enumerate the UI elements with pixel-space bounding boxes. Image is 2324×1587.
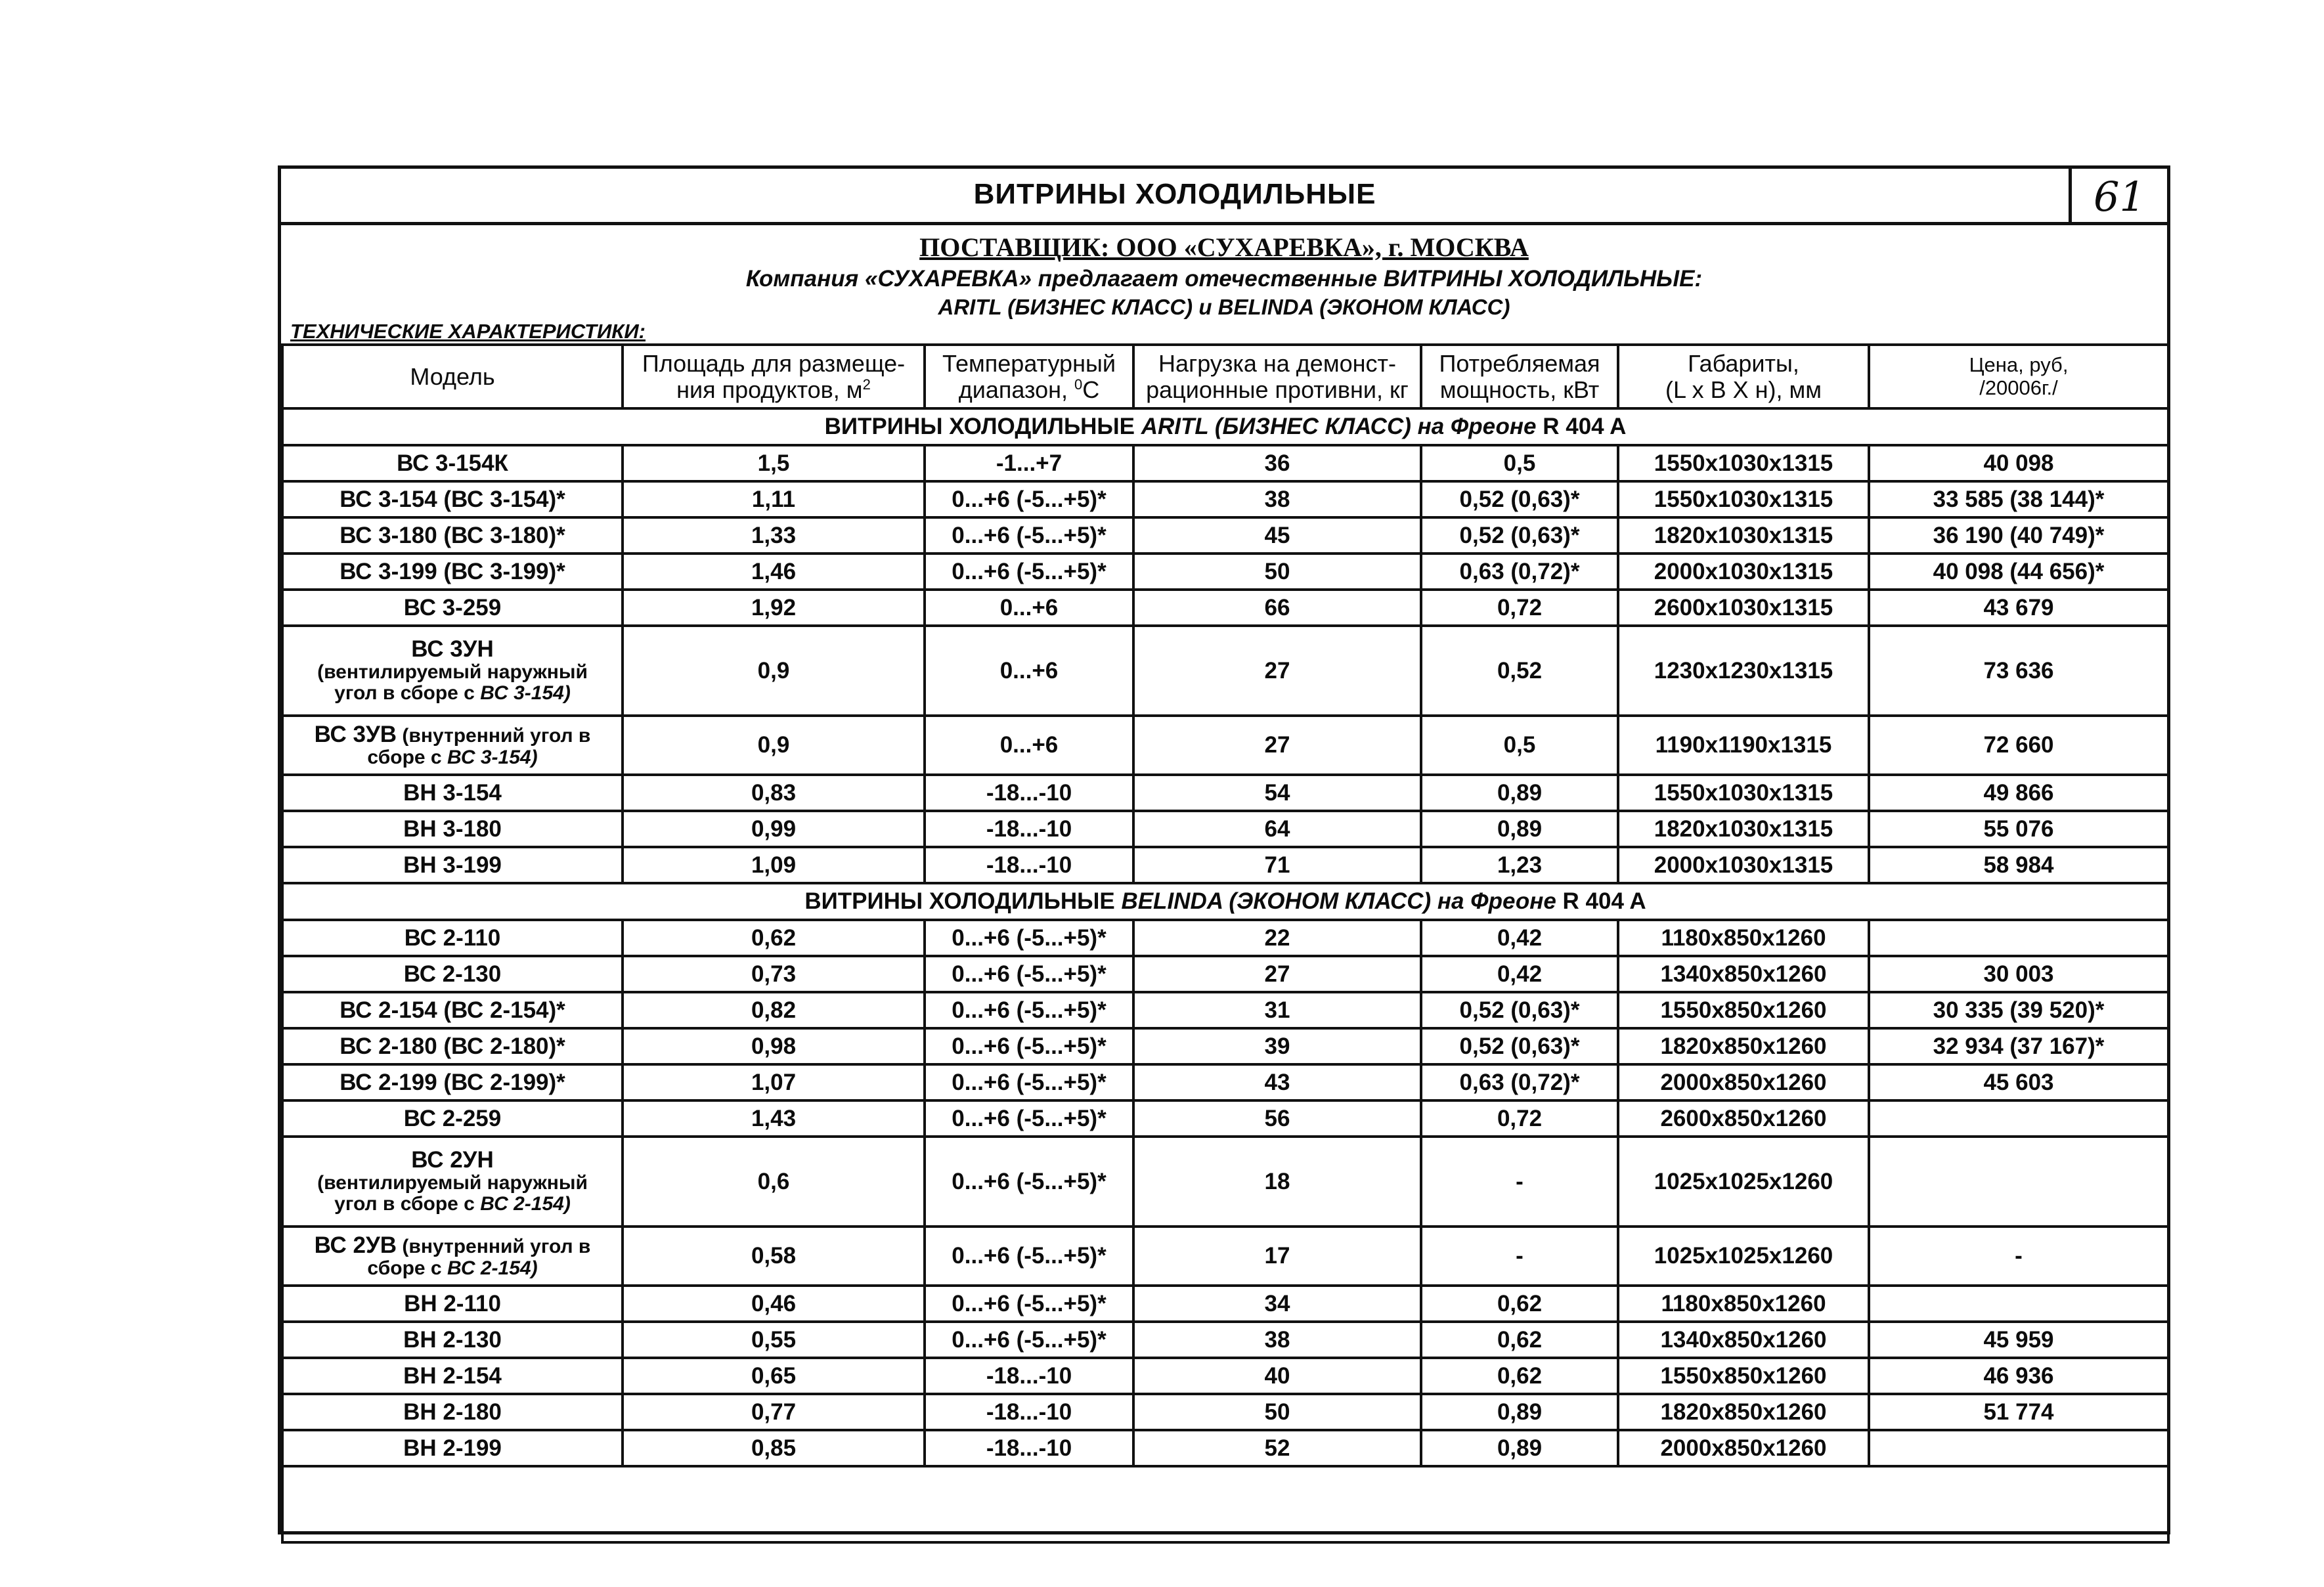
header-model: Модель (282, 345, 623, 408)
table-row (282, 481, 2168, 517)
table-row (282, 1064, 2168, 1100)
cell-model: ВС 3УВ (внутренний угол в сборе с ВС 3-154) (282, 716, 623, 775)
cell-dims: 1340x850x1260 (1618, 1322, 1869, 1358)
cell-area: 0,62 (623, 920, 925, 956)
cell-load: 38 (1133, 1322, 1421, 1358)
cell-power: 0,5 (1421, 716, 1618, 775)
cell-temp: 0...+6 (-5...+5)* (925, 1286, 1133, 1322)
cell-model: ВС 3-154К (282, 445, 623, 481)
cell-area: 0,83 (623, 775, 925, 811)
cell-area: 0,9 (623, 716, 925, 775)
cell-load: 43 (1133, 1064, 1421, 1100)
table-row (282, 920, 2168, 956)
cell-load: 36 (1133, 445, 1421, 481)
page-number: 61 (2094, 173, 2145, 221)
cell-power: - (1421, 1227, 1618, 1286)
cell-price: 72 660 (1869, 716, 2168, 775)
cell-area: 0,6 (623, 1137, 925, 1227)
cell-price: 49 866 (1869, 775, 2168, 811)
cell-temp: -18...-10 (925, 1358, 1133, 1394)
cell-price: 33 585 (38 144)* (1869, 481, 2168, 517)
cell-area: 1,33 (623, 517, 925, 554)
cell-load: 31 (1133, 992, 1421, 1028)
cell-area: 0,99 (623, 811, 925, 847)
cell-temp: 0...+6 (-5...+5)* (925, 517, 1133, 554)
cell-dims: 2000x1030x1315 (1618, 554, 1869, 590)
cell-area: 0,77 (623, 1394, 925, 1430)
cell-dims: 1550x850x1260 (1618, 1358, 1869, 1394)
cell-model: ВС 2-154 (ВС 2-154)* (282, 992, 623, 1028)
table-row (282, 626, 2168, 716)
document-frame (278, 165, 2170, 1534)
section-aritl (282, 408, 2168, 445)
cell-price: 30 335 (39 520)* (1869, 992, 2168, 1028)
table-row (282, 1028, 2168, 1064)
cell-dims: 1180x850x1260 (1618, 1286, 1869, 1322)
cell-temp: 0...+6 (-5...+5)* (925, 554, 1133, 590)
cell-temp: 0...+6 (-5...+5)* (925, 1028, 1133, 1064)
cell-power: 0,42 (1421, 956, 1618, 992)
cell-dims: 2600x1030x1315 (1618, 590, 1869, 626)
cell-price: 58 984 (1869, 847, 2168, 883)
cell-area: 0,46 (623, 1286, 925, 1322)
header-price: Цена, руб, /20006г./ (1869, 345, 2168, 408)
cell-load: 27 (1133, 716, 1421, 775)
cell-dims: 1550x850x1260 (1618, 992, 1869, 1028)
cell-model: ВС 2УН (вентилируемый наружный угол в сборе с ВС 2-154) (282, 1137, 623, 1227)
cell-area: 0,65 (623, 1358, 925, 1394)
cell-load: 45 (1133, 517, 1421, 554)
cell-temp: 0...+6 (-5...+5)* (925, 1064, 1133, 1100)
cell-temp: 0...+6 (-5...+5)* (925, 1227, 1133, 1286)
tech-specs-label: ТЕХНИЧЕСКИЕ ХАРАКТЕРИСТИКИ: (290, 320, 646, 343)
cell-price: 46 936 (1869, 1358, 2168, 1394)
cell-power: 0,62 (1421, 1286, 1618, 1322)
table-row (282, 1358, 2168, 1394)
cell-power: 0,72 (1421, 1100, 1618, 1137)
cell-price (1869, 1286, 2168, 1322)
cell-power: 0,52 (0,63)* (1421, 517, 1618, 554)
cell-dims: 1820x850x1260 (1618, 1028, 1869, 1064)
cell-power: 0,52 (1421, 626, 1618, 716)
header-dimensions: Габариты, (L x B X н), мм (1618, 345, 1869, 408)
cell-temp: 0...+6 (-5...+5)* (925, 1100, 1133, 1137)
cell-price (1869, 1137, 2168, 1227)
cell-area: 0,82 (623, 992, 925, 1028)
cell-model: ВН 2-154 (282, 1358, 623, 1394)
header-area: Площадь для размеще- ния продуктов, $м^2$ (623, 345, 925, 408)
cell-dims: 1025x1025x1260 (1618, 1227, 1869, 1286)
cell-load: 50 (1133, 554, 1421, 590)
cell-power: 0,89 (1421, 775, 1618, 811)
cell-price (1869, 1100, 2168, 1137)
cell-dims: 1025x1025x1260 (1618, 1137, 1869, 1227)
table-row (282, 992, 2168, 1028)
blank-cell (282, 1466, 2168, 1542)
cell-model: ВС 2-180 (ВС 2-180)* (282, 1028, 623, 1064)
table-row (282, 554, 2168, 590)
cell-power: 0,63 (0,72)* (1421, 554, 1618, 590)
table-row (282, 1322, 2168, 1358)
cell-dims: 1820x1030x1315 (1618, 517, 1869, 554)
cell-power: 0,63 (0,72)* (1421, 1064, 1618, 1100)
cell-price: 40 098 (1869, 445, 2168, 481)
cell-power: 0,72 (1421, 590, 1618, 626)
cell-area: 1,07 (623, 1064, 925, 1100)
table-row (282, 811, 2168, 847)
cell-dims: 1190x1190x1315 (1618, 716, 1869, 775)
cell-price: 43 679 (1869, 590, 2168, 626)
cell-price: 30 003 (1869, 956, 2168, 992)
cell-area: 1,11 (623, 481, 925, 517)
cell-model: ВН 2-110 (282, 1286, 623, 1322)
cell-power: 1,23 (1421, 847, 1618, 883)
blank-row (282, 1466, 2168, 1542)
cell-price (1869, 1430, 2168, 1466)
cell-model: ВС 2-259 (282, 1100, 623, 1137)
table-row (282, 956, 2168, 992)
table-row (282, 1286, 2168, 1322)
cell-temp: 0...+6 (-5...+5)* (925, 956, 1133, 992)
page-number-box (2069, 169, 2167, 222)
cell-load: 66 (1133, 590, 1421, 626)
cell-area: 0,55 (623, 1322, 925, 1358)
cell-load: 18 (1133, 1137, 1421, 1227)
cell-price: 73 636 (1869, 626, 2168, 716)
page-title: ВИТРИНЫ ХОЛОДИЛЬНЫЕ (973, 178, 1376, 210)
cell-power: 0,89 (1421, 1430, 1618, 1466)
cell-temp: 0...+6 (-5...+5)* (925, 481, 1133, 517)
cell-price: 32 934 (37 167)* (1869, 1028, 2168, 1064)
cell-dims: 2000x850x1260 (1618, 1064, 1869, 1100)
cell-load: 22 (1133, 920, 1421, 956)
table-row (282, 445, 2168, 481)
table-row (282, 847, 2168, 883)
cell-power: 0,5 (1421, 445, 1618, 481)
cell-power: 0,89 (1421, 1394, 1618, 1430)
cell-dims: 2000x1030x1315 (1618, 847, 1869, 883)
cell-load: 50 (1133, 1394, 1421, 1430)
table-header-row (282, 345, 2168, 408)
cell-temp: 0...+6 (925, 716, 1133, 775)
table-row (282, 716, 2168, 775)
header-power: Потребляемая мощность, кВт (1421, 345, 1618, 408)
table-row (282, 1394, 2168, 1430)
cell-load: 39 (1133, 1028, 1421, 1064)
title-row (281, 169, 2167, 225)
cell-price (1869, 920, 2168, 956)
table-row (282, 1137, 2168, 1227)
cell-model: ВС 2-110 (282, 920, 623, 956)
cell-temp: -18...-10 (925, 775, 1133, 811)
supplier-line: ПОСТАВЩИК: ООО «СУХАРЕВКА», г. МОСКВА (919, 232, 1529, 262)
cell-dims: 1230x1230x1315 (1618, 626, 1869, 716)
cell-dims: 1550x1030x1315 (1618, 445, 1869, 481)
cell-area: 0,9 (623, 626, 925, 716)
cell-area: 1,92 (623, 590, 925, 626)
cell-load: 52 (1133, 1430, 1421, 1466)
cell-dims: 1340x850x1260 (1618, 956, 1869, 992)
cell-temp: -18...-10 (925, 811, 1133, 847)
cell-model: ВН 3-199 (282, 847, 623, 883)
section-belinda-title: ВИТРИНЫ ХОЛОДИЛЬНЫЕ BELINDA (ЭКОНОМ КЛАСС) на Фреоне R 404 A (282, 883, 2168, 920)
cell-power: 0,52 (0,63)* (1421, 481, 1618, 517)
section-aritl-title: ВИТРИНЫ ХОЛОДИЛЬНЫЕ ARITL (БИЗНЕС КЛАСС) на Фреоне R 404 A (282, 408, 2168, 445)
cell-model: ВН 3-154 (282, 775, 623, 811)
table-row (282, 517, 2168, 554)
cell-price: 45 603 (1869, 1064, 2168, 1100)
cell-power: 0,89 (1421, 811, 1618, 847)
cell-power: 0,52 (0,63)* (1421, 992, 1618, 1028)
cell-model: ВН 2-180 (282, 1394, 623, 1430)
cell-temp: 0...+6 (925, 626, 1133, 716)
table-row (282, 1227, 2168, 1286)
cell-model: ВН 3-180 (282, 811, 623, 847)
cell-area: 0,58 (623, 1227, 925, 1286)
cell-temp: 0...+6 (-5...+5)* (925, 1322, 1133, 1358)
cell-load: 71 (1133, 847, 1421, 883)
cell-model: ВС 3УН (вентилируемый наружный угол в сборе с ВС 3-154) (282, 626, 623, 716)
intro-line-2: ARITL (БИЗНЕС КЛАСС) и BELINDA (ЭКОНОМ КЛАСС) (938, 295, 1510, 319)
table-row (282, 1100, 2168, 1137)
cell-power: 0,62 (1421, 1322, 1618, 1358)
cell-model: ВС 3-199 (ВС 3-199)* (282, 554, 623, 590)
cell-dims: 2600x850x1260 (1618, 1100, 1869, 1137)
intro-line-1: Компания «СУХАРЕВКА» предлагает отечественные ВИТРИНЫ ХОЛОДИЛЬНЫЕ: (745, 266, 1703, 292)
cell-area: 1,46 (623, 554, 925, 590)
cell-load: 64 (1133, 811, 1421, 847)
cell-power: 0,52 (0,63)* (1421, 1028, 1618, 1064)
cell-load: 17 (1133, 1227, 1421, 1286)
table-row (282, 1430, 2168, 1466)
cell-area: 0,98 (623, 1028, 925, 1064)
cell-temp: 0...+6 (-5...+5)* (925, 920, 1133, 956)
cell-load: 40 (1133, 1358, 1421, 1394)
cell-model: ВС 2-130 (282, 956, 623, 992)
cell-model: ВС 3-259 (282, 590, 623, 626)
cell-load: 54 (1133, 775, 1421, 811)
cell-dims: 1820x850x1260 (1618, 1394, 1869, 1430)
cell-temp: -18...-10 (925, 1430, 1133, 1466)
cell-load: 34 (1133, 1286, 1421, 1322)
cell-temp: -1...+7 (925, 445, 1133, 481)
cell-temp: -18...-10 (925, 1394, 1133, 1430)
cell-dims: 1550x1030x1315 (1618, 481, 1869, 517)
cell-model: ВН 2-130 (282, 1322, 623, 1358)
cell-temp: 0...+6 (925, 590, 1133, 626)
cell-temp: -18...-10 (925, 847, 1133, 883)
cell-area: 1,09 (623, 847, 925, 883)
cell-dims: 1180x850x1260 (1618, 920, 1869, 956)
cell-price: 55 076 (1869, 811, 2168, 847)
cell-model: ВС 2-199 (ВС 2-199)* (282, 1064, 623, 1100)
cell-temp: 0...+6 (-5...+5)* (925, 992, 1133, 1028)
cell-model: ВС 3-180 (ВС 3-180)* (282, 517, 623, 554)
cell-price: 36 190 (40 749)* (1869, 517, 2168, 554)
cell-price: 45 959 (1869, 1322, 2168, 1358)
cell-area: 0,85 (623, 1430, 925, 1466)
cell-dims: 1820x1030x1315 (1618, 811, 1869, 847)
cell-model: ВН 2-199 (282, 1430, 623, 1466)
cell-dims: 1550x1030x1315 (1618, 775, 1869, 811)
cell-load: 56 (1133, 1100, 1421, 1137)
cell-load: 27 (1133, 626, 1421, 716)
cell-load: 27 (1133, 956, 1421, 992)
cell-area: 0,73 (623, 956, 925, 992)
cell-power: 0,42 (1421, 920, 1618, 956)
cell-model: ВС 2УВ (внутренний угол в сборе с ВС 2-154) (282, 1227, 623, 1286)
cell-dims: 2000x850x1260 (1618, 1430, 1869, 1466)
cell-load: 38 (1133, 481, 1421, 517)
table-row (282, 775, 2168, 811)
cell-price: 40 098 (44 656)* (1869, 554, 2168, 590)
header-temperature: Температурный диапазон, $^0$С (925, 345, 1133, 408)
cell-model: ВС 3-154 (ВС 3-154)* (282, 481, 623, 517)
cell-area: 1,5 (623, 445, 925, 481)
header-load: Нагрузка на демонст- рационные противни, кг (1133, 345, 1421, 408)
cell-temp: 0...+6 (-5...+5)* (925, 1137, 1133, 1227)
cell-price: - (1869, 1227, 2168, 1286)
cell-price: 51 774 (1869, 1394, 2168, 1430)
cell-power: 0,62 (1421, 1358, 1618, 1394)
table-row (282, 590, 2168, 626)
cell-power: - (1421, 1137, 1618, 1227)
spec-table (281, 343, 2170, 1544)
section-belinda (282, 883, 2168, 920)
cell-area: 1,43 (623, 1100, 925, 1137)
